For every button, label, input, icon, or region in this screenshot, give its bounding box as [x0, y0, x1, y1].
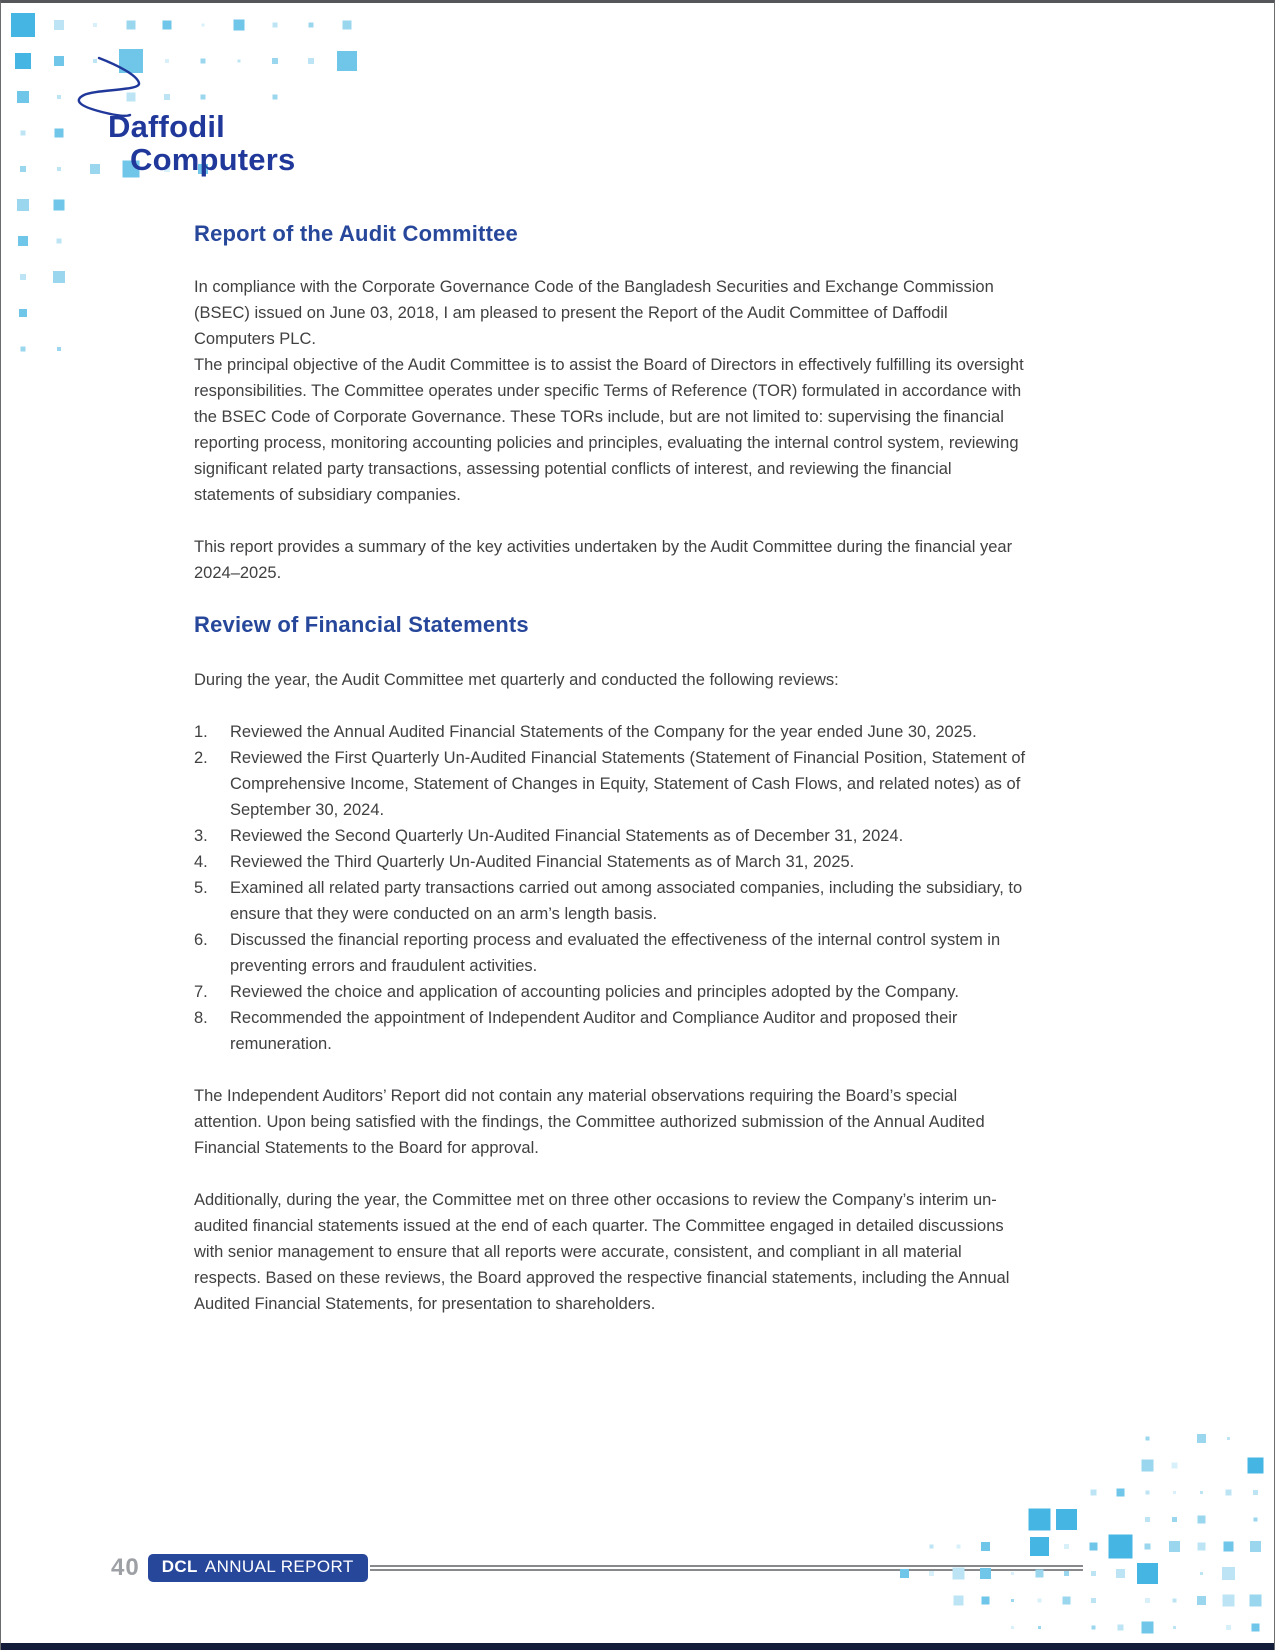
list-text: Reviewed the First Quarterly Un-Audited Financial Statements (Statement of Financial Position, Statement of Comprehensive Income, Statement of Changes in Equity, Statement of Cash Flows, and related notes) as of September 30, 2024. [230, 749, 1026, 819]
list-number: 7. [194, 983, 208, 1001]
list-text: Reviewed the Third Quarterly Un-Audited Financial Statements as of March 31, 2025. [230, 853, 855, 871]
page-title: Report of the Audit Committee [194, 221, 518, 246]
list-text: Reviewed the Annual Audited Financial Statements of the Company for the year ended June 30, 2025. [230, 723, 977, 741]
daffodil-computers-logo [108, 111, 295, 176]
paragraph-intro-3: This report provides a summary of the key activities undertaken by the Audit Committee during the financial year 2024–2025. [194, 538, 1013, 582]
list-number: 3. [194, 827, 208, 845]
logo-line-2: Computers [130, 141, 296, 177]
list-number: 8. [194, 1009, 208, 1027]
footer-badge-label: ANNUAL REPORT [204, 1557, 354, 1576]
list-number: 5. [194, 879, 208, 897]
list-item [194, 849, 1027, 875]
list-number: 1. [194, 723, 208, 741]
list-text: Reviewed the choice and application of accounting policies and principles adopted by the Company. [230, 983, 959, 1001]
list-item [194, 979, 1027, 1005]
review-list [194, 719, 1027, 1057]
list-number: 2. [194, 749, 208, 767]
report-body [194, 221, 1027, 1343]
list-text: Examined all related party transactions carried out among associated companies, including the subsidiary, to ensure that they were conducted on an arm’s length basis. [230, 879, 1023, 923]
decorative-mosaic-bottom-right [862, 1423, 1272, 1643]
list-number: 4. [194, 853, 208, 871]
list-text: Discussed the financial reporting process and evaluated the effectiveness of the internal control system in preventing errors and fraudulent activities. [230, 931, 1001, 975]
list-item [194, 875, 1027, 927]
page-number: 40 [111, 1554, 140, 1581]
logo-line-1: Daffodil [108, 109, 225, 144]
paragraph-closing-2: Additionally, during the year, the Committee met on three other occasions to review the Company’s interim un-audited financial statements issued at the end of each quarter. The Committee engaged in detailed discussions with senior management to ensure that all reports were accurate, consistent, and compliant in all material respects. Based on these reviews, the Board approved the respective financial statements, including the Annual Audited Financial Statements, for presentation to shareholders. [194, 1191, 1010, 1313]
footer-badge-brand: DCL [161, 1557, 198, 1576]
list-item [194, 823, 1027, 849]
footer-badge [148, 1554, 368, 1582]
list-item [194, 1005, 1027, 1057]
paragraph-review-intro: During the year, the Audit Committee met quarterly and conducted the following reviews: [194, 671, 839, 689]
list-item [194, 719, 1027, 745]
paragraph-closing-1: The Independent Auditors’ Report did not contain any material observations requiring the Board’s special attention. Upon being satisfied with the findings, the Committee authorized submission of the Annual Audited Financial Statements to the Board for approval. [194, 1087, 985, 1157]
list-number: 6. [194, 931, 208, 949]
section-heading-review: Review of Financial Statements [194, 612, 529, 637]
list-item [194, 927, 1027, 979]
list-item [194, 745, 1027, 823]
paragraph-intro-1: In compliance with the Corporate Governance Code of the Bangladesh Securities and Exchange Commission (BSEC) issued on June 03, 2018, I am pleased to present the Report of the Audit Committee of Daffodil Computers PLC. [194, 278, 994, 348]
paragraph-intro-2: The principal objective of the Audit Committee is to assist the Board of Directors in effectively fulfilling its oversight responsibilities. The Committee operates under specific Terms of Reference (TOR) formulated in accordance with the BSEC Code of Corporate Governance. These TORs include, but are not limited to: supervising the financial reporting process, monitoring accounting policies and principles, evaluating the internal control system, reviewing significant related party transactions, assessing potential conflicts of interest, and reviewing the financial statements of subsidiary companies. [194, 356, 1024, 504]
list-text: Reviewed the Second Quarterly Un-Audited Financial Statements as of December 31, 2024. [230, 827, 904, 845]
page-bottom-bar [1, 1643, 1274, 1650]
list-text: Recommended the appointment of Independent Auditor and Compliance Auditor and proposed their remuneration. [230, 1009, 958, 1053]
